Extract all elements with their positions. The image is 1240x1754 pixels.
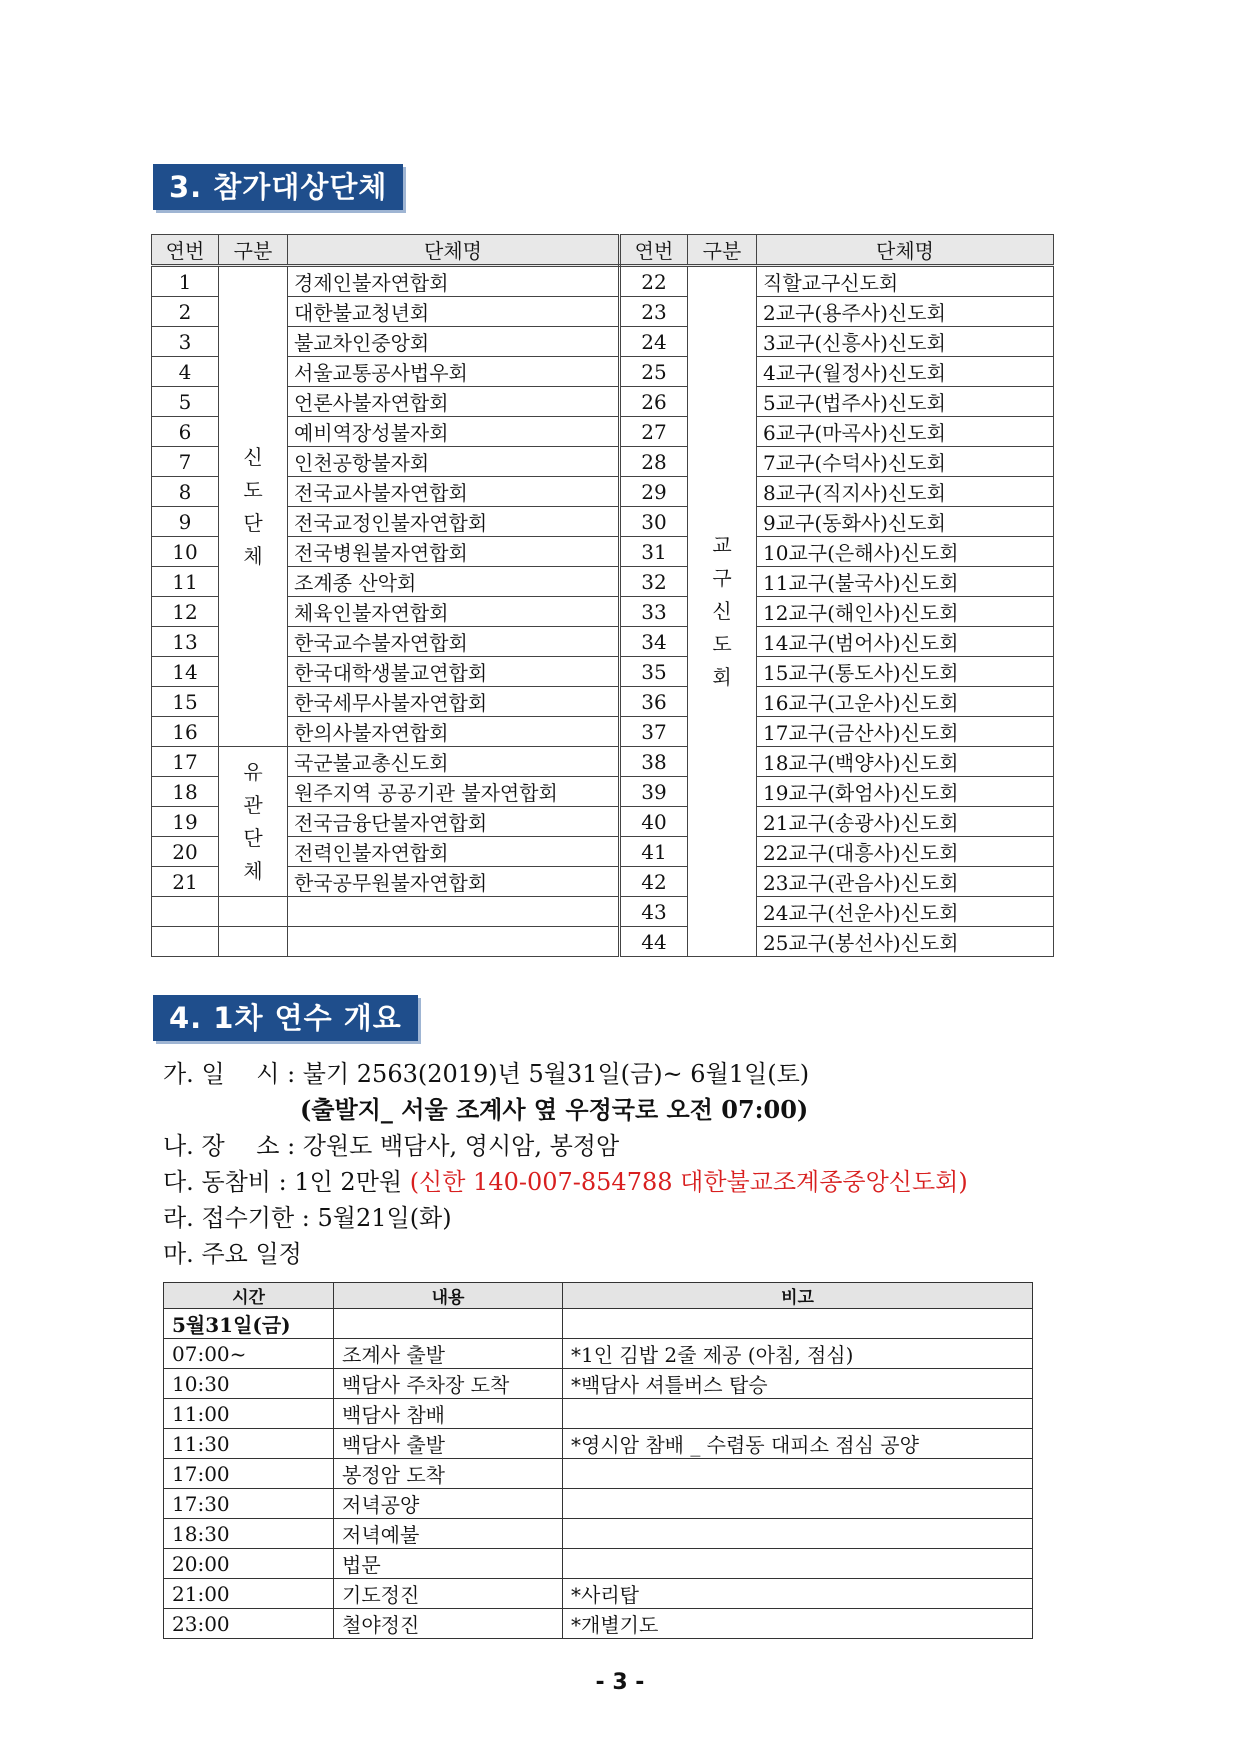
section-3-title: 3. 참가대상단체 <box>153 164 403 210</box>
schedule-row <box>164 1339 1033 1369</box>
header-number: 연번 <box>152 235 219 266</box>
group-name: 한국교수불자연합회 <box>288 627 620 657</box>
registration-deadline: 라. 접수기한 : 5월21일(화) <box>163 1204 452 1232</box>
row-number: 36 <box>620 687 688 717</box>
schedule-row <box>164 1369 1033 1399</box>
table-row <box>152 807 1054 837</box>
group-name: 예비역장성불자회 <box>288 417 620 447</box>
row-number: 41 <box>620 837 688 867</box>
group-name: 15교구(통도사)신도회 <box>757 657 1054 687</box>
group-name: 17교구(금산사)신도회 <box>757 717 1054 747</box>
category-char: 도 <box>243 477 263 502</box>
schedule-time: 21:00 <box>164 1579 334 1609</box>
category-char: 구 <box>712 566 732 590</box>
table-row <box>152 477 1054 507</box>
schedule-row <box>164 1429 1033 1459</box>
category-char: 체 <box>243 543 263 568</box>
group-name: 25교구(봉선사)신도회 <box>757 927 1054 957</box>
row-number: 30 <box>620 507 688 537</box>
header-content: 내용 <box>334 1283 563 1309</box>
table-header-row <box>152 235 1054 266</box>
group-name: 16교구(고운사)신도회 <box>757 687 1054 717</box>
table-row <box>152 777 1054 807</box>
group-name: 불교차인중앙회 <box>288 327 620 357</box>
row-number: 21 <box>152 867 219 897</box>
training-place: 나. 장 소 : 강원도 백담사, 영시암, 봉정암 <box>163 1132 620 1160</box>
category-related-groups <box>219 747 288 897</box>
table-row <box>152 687 1054 717</box>
table-row <box>152 657 1054 687</box>
table-row <box>152 567 1054 597</box>
group-name: 원주지역 공공기관 불자연합회 <box>288 777 620 807</box>
schedule-row <box>164 1489 1033 1519</box>
schedule-content: 기도정진 <box>334 1579 563 1609</box>
schedule-note <box>563 1459 1033 1489</box>
group-name: 국군불교총신도회 <box>288 747 620 777</box>
participant-groups-table <box>151 234 1054 957</box>
row-number: 27 <box>620 417 688 447</box>
row-number: 39 <box>620 777 688 807</box>
row-number: 43 <box>620 897 688 927</box>
schedule-note: *개별기도 <box>563 1609 1033 1639</box>
group-name: 전국병원불자연합회 <box>288 537 620 567</box>
group-name: 한국공무원불자연합회 <box>288 867 620 897</box>
table-row <box>152 387 1054 417</box>
row-number: 25 <box>620 357 688 387</box>
row-number: 32 <box>620 567 688 597</box>
schedule-content: 봉정암 도착 <box>334 1459 563 1489</box>
table-row <box>152 357 1054 387</box>
group-name <box>288 897 620 927</box>
fee-label: 다. 동참비 : 1인 2만원 <box>163 1168 410 1196</box>
header-category: 구분 <box>688 235 757 266</box>
group-name: 19교구(화엄사)신도회 <box>757 777 1054 807</box>
row-number: 18 <box>152 777 219 807</box>
schedule-note <box>563 1489 1033 1519</box>
schedule-content: 조계사 출발 <box>334 1339 563 1369</box>
schedule-content: 백담사 참배 <box>334 1399 563 1429</box>
group-name: 2교구(용주사)신도회 <box>757 297 1054 327</box>
schedule-time: 23:00 <box>164 1609 334 1639</box>
schedule-row <box>164 1549 1033 1579</box>
table-row <box>152 747 1054 777</box>
bank-account: (신한 140-007-854788 대한불교조계종중앙신도회) <box>409 1168 968 1196</box>
category-char: 유 <box>243 759 263 784</box>
table-row <box>152 507 1054 537</box>
schedule-content: 백담사 출발 <box>334 1429 563 1459</box>
table-row <box>152 897 1054 927</box>
group-name: 전국교사불자연합회 <box>288 477 620 507</box>
schedule-note: *사리탑 <box>563 1579 1033 1609</box>
group-name: 조계종 산악회 <box>288 567 620 597</box>
group-name: 전국금융단불자연합회 <box>288 807 620 837</box>
row-number: 14 <box>152 657 219 687</box>
row-number: 2 <box>152 297 219 327</box>
group-name: 한의사불자연합회 <box>288 717 620 747</box>
schedule-label: 마. 주요 일정 <box>163 1240 302 1268</box>
row-number: 37 <box>620 717 688 747</box>
category-believers-groups <box>219 266 288 747</box>
header-note: 비고 <box>563 1283 1033 1309</box>
row-number: 44 <box>620 927 688 957</box>
table-row <box>152 627 1054 657</box>
row-number: 9 <box>152 507 219 537</box>
schedule-note <box>563 1519 1033 1549</box>
row-number: 17 <box>152 747 219 777</box>
header-time: 시간 <box>164 1283 334 1309</box>
schedule-time: 17:00 <box>164 1459 334 1489</box>
schedule-content: 저녁예불 <box>334 1519 563 1549</box>
group-name: 7교구(수덕사)신도회 <box>757 447 1054 477</box>
category-char: 회 <box>712 665 732 689</box>
row-number: 20 <box>152 837 219 867</box>
row-number: 38 <box>620 747 688 777</box>
participation-fee <box>163 1165 968 1199</box>
category-char: 체 <box>243 858 263 883</box>
row-number: 16 <box>152 717 219 747</box>
category-char: 단 <box>243 825 263 850</box>
category-char: 교 <box>712 533 732 557</box>
row-number: 4 <box>152 357 219 387</box>
header-group-name: 단체명 <box>757 235 1054 266</box>
schedule-row <box>164 1399 1033 1429</box>
schedule-header-row <box>164 1283 1033 1309</box>
schedule-time: 18:30 <box>164 1519 334 1549</box>
row-number: 13 <box>152 627 219 657</box>
schedule-content: 법문 <box>334 1549 563 1579</box>
row-number: 31 <box>620 537 688 567</box>
row-number <box>152 927 219 957</box>
row-number: 29 <box>620 477 688 507</box>
schedule-row <box>164 1519 1033 1549</box>
group-name <box>288 927 620 957</box>
schedule-time: 07:00~ <box>164 1339 334 1369</box>
row-number: 12 <box>152 597 219 627</box>
group-name: 전국교정인불자연합회 <box>288 507 620 537</box>
group-name: 전력인불자연합회 <box>288 837 620 867</box>
row-number: 40 <box>620 807 688 837</box>
group-name: 4교구(월정사)신도회 <box>757 357 1054 387</box>
schedule-content: 철야정진 <box>334 1609 563 1639</box>
table-row <box>152 717 1054 747</box>
group-name: 21교구(송광사)신도회 <box>757 807 1054 837</box>
schedule-note <box>563 1399 1033 1429</box>
row-number: 26 <box>620 387 688 417</box>
table-row <box>152 867 1054 897</box>
schedule-time: 10:30 <box>164 1369 334 1399</box>
schedule-content: 백담사 주차장 도착 <box>334 1369 563 1399</box>
schedule-note: *백담사 셔틀버스 탑승 <box>563 1369 1033 1399</box>
row-number: 19 <box>152 807 219 837</box>
row-number: 11 <box>152 567 219 597</box>
group-name: 체육인불자연합회 <box>288 597 620 627</box>
group-name: 한국대학생불교연합회 <box>288 657 620 687</box>
row-number: 28 <box>620 447 688 477</box>
table-row <box>152 597 1054 627</box>
group-name: 경제인불자연합회 <box>288 266 620 297</box>
group-name: 5교구(법주사)신도회 <box>757 387 1054 417</box>
schedule-note <box>563 1549 1033 1579</box>
schedule-content: 저녁공양 <box>334 1489 563 1519</box>
schedule-time: 20:00 <box>164 1549 334 1579</box>
header-number: 연번 <box>620 235 688 266</box>
group-name: 11교구(불국사)신도회 <box>757 567 1054 597</box>
group-name: 8교구(직지사)신도회 <box>757 477 1054 507</box>
table-row <box>152 447 1054 477</box>
group-name: 10교구(은해사)신도회 <box>757 537 1054 567</box>
row-number: 3 <box>152 327 219 357</box>
departure-info: (출발지_ 서울 조계사 옆 우정국로 오전 07:00) <box>300 1095 809 1124</box>
table-row <box>152 327 1054 357</box>
group-name: 대한불교청년회 <box>288 297 620 327</box>
row-number: 34 <box>620 627 688 657</box>
row-number: 7 <box>152 447 219 477</box>
group-name: 9교구(동화사)신도회 <box>757 507 1054 537</box>
group-name: 18교구(백양사)신도회 <box>757 747 1054 777</box>
group-name: 직할교구신도회 <box>757 266 1054 297</box>
category-char: 도 <box>712 632 732 656</box>
row-number: 5 <box>152 387 219 417</box>
row-number: 6 <box>152 417 219 447</box>
row-number: 24 <box>620 327 688 357</box>
schedule-row <box>164 1459 1033 1489</box>
group-name: 3교구(신흥사)신도회 <box>757 327 1054 357</box>
page-number: - 3 - <box>595 1670 645 1695</box>
schedule-day-row <box>164 1309 1033 1339</box>
schedule-table <box>163 1282 1033 1639</box>
header-category: 구분 <box>219 235 288 266</box>
table-row <box>152 927 1054 957</box>
group-name: 23교구(관음사)신도회 <box>757 867 1054 897</box>
row-number: 23 <box>620 297 688 327</box>
table-row <box>152 537 1054 567</box>
schedule-time: 17:30 <box>164 1489 334 1519</box>
group-name: 24교구(선운사)신도회 <box>757 897 1054 927</box>
row-number: 33 <box>620 597 688 627</box>
schedule-time: 11:30 <box>164 1429 334 1459</box>
schedule-time: 11:00 <box>164 1399 334 1429</box>
group-name: 14교구(범어사)신도회 <box>757 627 1054 657</box>
table-row <box>152 266 1054 297</box>
group-name: 12교구(해인사)신도회 <box>757 597 1054 627</box>
row-number: 22 <box>620 266 688 297</box>
group-name: 22교구(대흥사)신도회 <box>757 837 1054 867</box>
row-number: 42 <box>620 867 688 897</box>
table-row <box>152 837 1054 867</box>
header-group-name: 단체명 <box>288 235 620 266</box>
schedule-day: 5월31일(금) <box>164 1309 334 1339</box>
category-diocese-councils <box>688 266 757 957</box>
schedule-row <box>164 1579 1033 1609</box>
table-row <box>152 297 1054 327</box>
row-number: 15 <box>152 687 219 717</box>
category-char: 신 <box>712 599 732 623</box>
schedule-note: *1인 김밥 2줄 제공 (아침, 점심) <box>563 1339 1033 1369</box>
group-name: 언론사불자연합회 <box>288 387 620 417</box>
row-number: 1 <box>152 266 219 297</box>
row-number: 35 <box>620 657 688 687</box>
section-4-title: 4. 1차 연수 개요 <box>153 995 418 1041</box>
row-number: 10 <box>152 537 219 567</box>
row-number: 8 <box>152 477 219 507</box>
row-number <box>152 897 219 927</box>
group-name: 6교구(마곡사)신도회 <box>757 417 1054 447</box>
group-name: 서울교통공사법우회 <box>288 357 620 387</box>
category-char: 관 <box>243 792 263 817</box>
schedule-row <box>164 1609 1033 1639</box>
schedule-note: *영시암 참배 _ 수렴동 대피소 점심 공양 <box>563 1429 1033 1459</box>
category-char: 신 <box>243 444 263 469</box>
group-name: 한국세무사불자연합회 <box>288 687 620 717</box>
group-name: 인천공항불자회 <box>288 447 620 477</box>
category-char: 단 <box>243 510 263 535</box>
table-row <box>152 417 1054 447</box>
training-date: 가. 일 시 : 불기 2563(2019)년 5월31일(금)~ 6월1일(토) <box>163 1060 810 1088</box>
